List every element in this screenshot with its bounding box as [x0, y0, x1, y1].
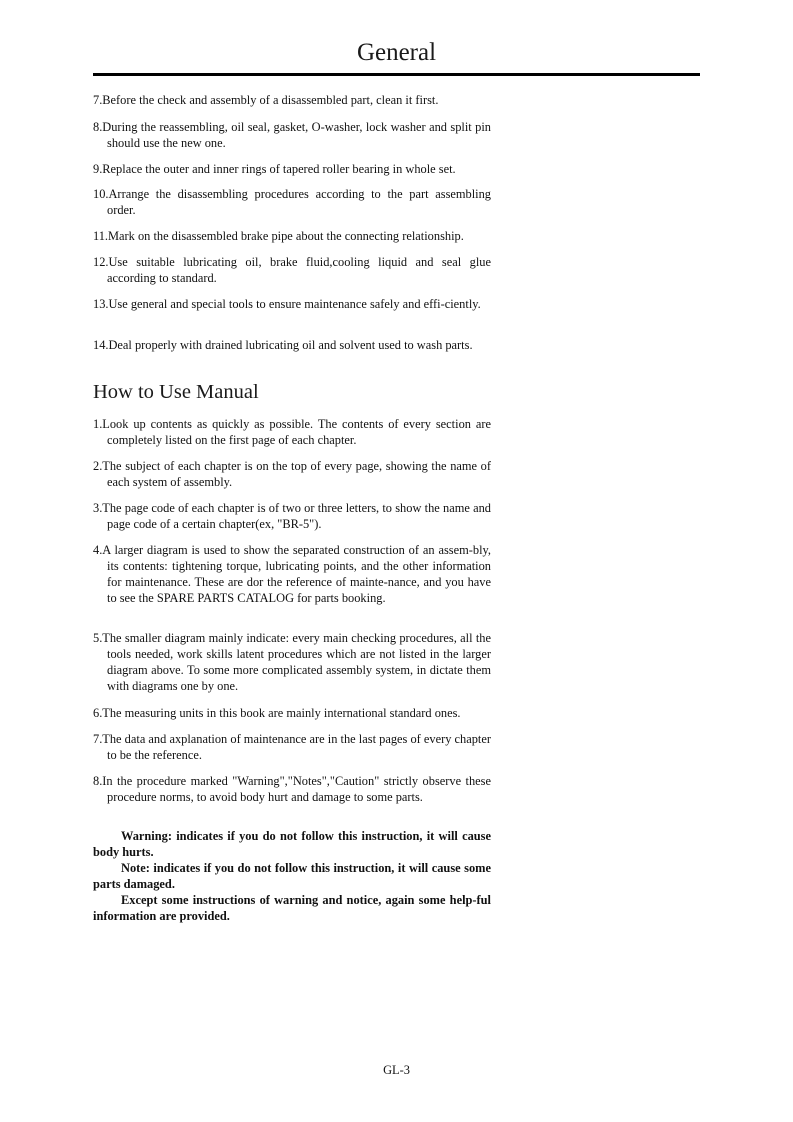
helpful-info-note: Except some instructions of warning and notice, again some help-ful information are provided. [93, 893, 491, 923]
general-item-8: 8.During the reassembling, oil seal, gasket, O-washer, lock washer and split pin should use the new one. [93, 120, 491, 150]
general-item-12: 12.Use suitable lubricating oil, brake fluid,cooling liquid and seal glue according to standard. [93, 255, 491, 285]
warning-note: Warning: indicates if you do not follow this instruction, it will cause body hurts. [93, 829, 491, 859]
general-item-13: 13.Use general and special tools to ensure maintenance safely and effi-ciently. [93, 297, 481, 311]
manual-item-6: 6.The measuring units in this book are mainly international standard ones. [93, 706, 461, 720]
manual-item-5: 5.The smaller diagram mainly indicate: every main checking procedures, all the tools needed, work skills latent procedures which are not listed in the larger diagram above. To some more complicated assembly system, in dictate them with diagrams one by one. [93, 631, 491, 693]
general-item-9: 9.Replace the outer and inner rings of tapered roller bearing in whole set. [93, 162, 456, 176]
parts-note: Note: indicates if you do not follow this instruction, it will cause some parts damaged. [93, 861, 491, 891]
manual-item-8: 8.In the procedure marked "Warning","Notes","Caution" strictly observe these procedure norms, to avoid body hurt and damage to some parts. [93, 774, 491, 804]
manual-item-4: 4.A larger diagram is used to show the separated construction of an assem-bly, its contents: tightening torque, lubricating points, and the other information for maintenance. These are dor the reference of mainte-nance, and you have to see the SPARE PARTS CATALOG for parts booking. [93, 543, 491, 605]
manual-item-7: 7.The data and axplanation of maintenance are in the last pages of every chapter to be the reference. [93, 732, 491, 762]
section-heading: How to Use Manual [93, 381, 259, 403]
manual-item-2: 2.The subject of each chapter is on the top of every page, showing the name of each system of assembly. [93, 459, 491, 489]
manual-item-1: 1.Look up contents as quickly as possible. The contents of every section are completely listed on the first page of each chapter. [93, 417, 491, 447]
general-item-7: 7.Before the check and assembly of a disassembled part, clean it first. [93, 93, 439, 107]
general-item-14: 14.Deal properly with drained lubricating oil and solvent used to wash parts. [93, 338, 473, 352]
page-number: GL-3 [383, 1063, 410, 1077]
content-column [93, 0, 491, 1122]
general-item-11: 11.Mark on the disassembled brake pipe about the connecting relationship. [93, 229, 464, 243]
manual-item-3: 3.The page code of each chapter is of two or three letters, to show the name and page code of a certain chapter(ex, "BR-5"). [93, 501, 491, 531]
general-item-10: 10.Arrange the disassembling procedures according to the part assembling order. [93, 187, 491, 217]
notes-block [93, 828, 491, 924]
page-title: General [356, 39, 437, 66]
